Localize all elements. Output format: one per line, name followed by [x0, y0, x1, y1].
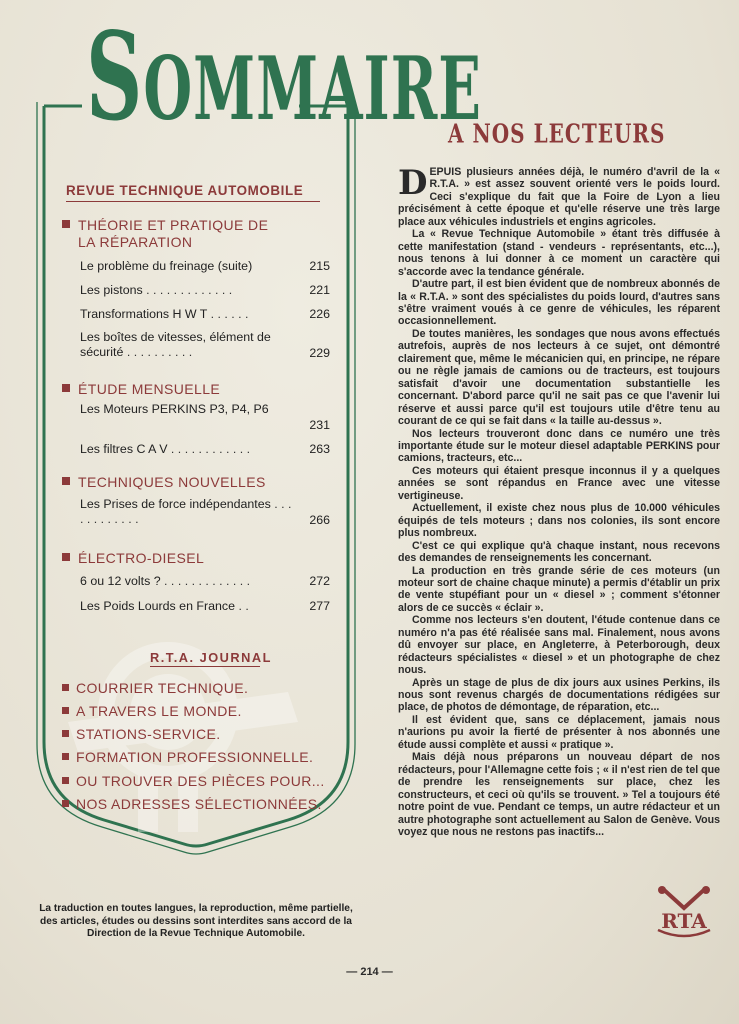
journal-item[interactable]: NOS ADRESSES SÉLECTIONNÉES.: [62, 796, 322, 812]
article-paragraph: Ces moteurs qui étaient presque inconnus il y a quelques années se sont répandus en France avec une vitesse vertigineuse.: [398, 464, 720, 502]
article-paragraph: Comme nos lecteurs s'en doutent, l'étude contenue dans ce numéro n'a pas été réalisée sans mal. Finalement, nous avons dû envoyer sur place, en Angleterre, à Peterborough, deux rédacteurs spécialistes « diesel » et un photographe de chez nous.: [398, 614, 720, 677]
article-paragraph: C'est ce qui explique qu'à chaque instant, nous recevons des demandes de renseignements les concernant.: [398, 539, 720, 565]
toc-item-title[interactable]: Les Poids Lourds en France . .: [80, 599, 249, 613]
rta-journal-heading: R.T.A. JOURNAL: [150, 650, 272, 665]
section-heading-electro-diesel: ÉLECTRO-DIESEL: [62, 550, 204, 567]
logo-text: RTA: [661, 909, 707, 933]
toc-item-page: 226: [309, 307, 330, 321]
article-title: A NOS LECTEURS: [448, 118, 666, 150]
article-paragraph: Mais déjà nous préparons un nouveau départ de nos rédacteurs, pour l'Allemagne cette fois ; « il n'est rien de tel que de prendre les renseignements sur place, chez les constructeurs, et ceci où qu'ils se trouvent. » Tel a toujours été notre point de vue. Pendant ce temps, un autre rédacteur et un autre photographe sont actuellement au Salon de Genève. Vous voyez que nous ne restons pas inactifs...: [398, 751, 720, 839]
toc-item-page: 277: [309, 599, 330, 613]
toc-item-title[interactable]: Les pistons . . . . . . . . . . . . .: [80, 283, 233, 297]
bullet-square: [62, 707, 69, 714]
section-heading-theorie: THÉORIE ET PRATIQUE DE LA RÉPARATION: [62, 217, 292, 251]
toc-item-title[interactable]: Les filtres C A V . . . . . . . . . . . .: [80, 442, 251, 456]
drop-cap: D: [398, 163, 428, 203]
journal-name: REVUE TECHNIQUE AUTOMOBILE: [66, 183, 304, 198]
bullet-square: [62, 477, 70, 485]
sommaire-title: SOMMAIRE: [86, 7, 482, 149]
toc-item-title[interactable]: Transformations H W T . . . . . .: [80, 307, 249, 321]
journal-item[interactable]: OU TROUVER DES PIÈCES POUR...: [62, 773, 325, 789]
toc-item-page: 215: [309, 259, 330, 273]
toc-item-title[interactable]: Les boîtes de vitesses, élément de sécurité . . . . . . . . . .: [80, 330, 271, 359]
copyright-footnote: La traduction en toutes langues, la reproduction, même partielle, des articles, études ou dessins sont interdites sans accord de la Direction de la Revue Technique Automobile.: [39, 903, 353, 939]
toc-item-title[interactable]: Le problème du freinage (suite): [80, 259, 253, 273]
article-paragraph: DEPUIS plusieurs années déjà, le numéro d'avril de la « R.T.A. » est assez souvent orienté vers le poids lourd. Ceci s'explique du fait que la Foire de Lyon a lieu précisément à cette époque et qu'elle réserve une très large place aux véhicules industriels et engins agricoles.: [398, 163, 720, 228]
toc-item-title[interactable]: Les Prises de force indépendantes . . . . . . . . . . . .: [80, 497, 292, 526]
article-paragraph: La production en très grande série de ces moteurs (un moteur sort de chaine chaque minute) a permis d'établir un prix de vente stupéfiant pour un « diesel » ; comment s'étonner alors de ce succès « éclair ».: [398, 564, 720, 614]
article-body: [398, 163, 720, 839]
toc-item-title[interactable]: 6 ou 12 volts ? . . . . . . . . . . . . .: [80, 574, 251, 588]
section-heading-etude: ÉTUDE MENSUELLE: [62, 381, 220, 398]
bullet-square: [62, 777, 69, 784]
section-heading-techniques: TECHNIQUES NOUVELLES: [62, 474, 266, 491]
article-paragraph: La « Revue Technique Automobile » étant très diffusée à cette manifestation (stand - vendeurs - représentants, etc...), nous tenons à lui donner à ce moment un caractère qui s'accorde avec la tendance générale.: [398, 228, 720, 278]
rta-journal-underline: [150, 666, 260, 667]
article-paragraph: Actuellement, il existe chez nous plus de 10.000 véhicules équipés de tels moteurs ; dans nos colonies, ils sont encore plus nombreux.: [398, 502, 720, 540]
journal-item[interactable]: A TRAVERS LE MONDE.: [62, 703, 242, 719]
toc-item-page: 231: [309, 418, 330, 432]
bullet-square: [62, 553, 70, 561]
article-paragraph: Il est évident que, sans ce déplacement, jamais nous n'aurions pu avoir la fierté de présenter à nos abonnés une étude aussi complète et aussi « pratique ».: [398, 713, 720, 751]
bullet-square: [62, 384, 70, 392]
bullet-square: [62, 684, 69, 691]
toc-item-title[interactable]: Les Moteurs PERKINS P3, P4, P6: [80, 402, 269, 416]
article-paragraph: Nos lecteurs trouveront donc dans ce numéro une très importante étude sur le moteur diesel adaptable PERKINS pour camions, tracteurs, etc...: [398, 427, 720, 465]
page-number: — 214 —: [346, 966, 393, 978]
bullet-square: [62, 730, 69, 737]
rta-logo-icon: [654, 884, 714, 944]
bullet-square: [62, 800, 69, 807]
toc-item-page: 272: [309, 574, 330, 588]
article-paragraph: D'autre part, il est bien évident que de nombreux abonnés de la « R.T.A. » sont des spécialistes du poids lourd, d'autres sans s'être vraiment voués à ce genre de véhicules, les réparent occasionnellement.: [398, 278, 720, 328]
article-paragraph: De toutes manières, les sondages que nous avons effectués autrefois, auprès de nos lecteurs à ce sujet, ont démontré clairement que, même le mécanicien qui, en principe, ne répare ou ne règle jamais de camions ou de tracteurs, est toujours satisfait d'avoir une documentation substantielle les concernant. D'abord parce qu'il ne sait pas ce que l'avenir lui réserve et aussi parce qu'il est toujours utile d'être tenu au courant de ce qui se fait dans « la taille au-dessus ».: [398, 327, 720, 428]
journal-name-underline: [66, 201, 320, 202]
toc-item-page: 229: [309, 346, 330, 360]
bullet-square: [62, 753, 69, 760]
toc-item-page: 263: [309, 442, 330, 456]
journal-item[interactable]: STATIONS-SERVICE.: [62, 726, 221, 742]
toc-item-page: 221: [309, 283, 330, 297]
journal-item[interactable]: COURRIER TECHNIQUE.: [62, 680, 248, 696]
journal-item[interactable]: FORMATION PROFESSIONNELLE.: [62, 749, 313, 765]
bullet-square: [62, 220, 70, 228]
article-paragraph: Après un stage de plus de dix jours aux usines Perkins, ils nous sont revenus chargés de documentations rédigées sur place, de photos de démontage, de réparation, etc...: [398, 676, 720, 714]
toc-item-page: 266: [309, 513, 330, 527]
